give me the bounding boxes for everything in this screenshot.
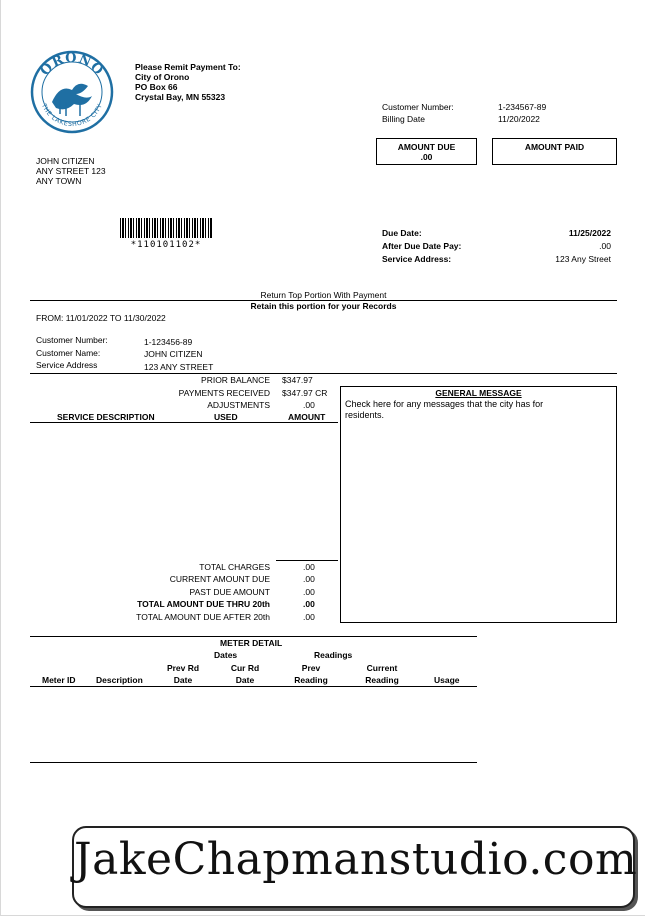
- adjustments-value: .00: [303, 400, 315, 410]
- past-due-amount-label: PAST DUE AMOUNT: [189, 587, 270, 597]
- col-usage: Usage: [434, 675, 460, 685]
- general-message-box: [340, 386, 617, 623]
- customer-number-label: Customer Number:: [382, 102, 454, 112]
- svg-text:ORONO: [38, 51, 107, 79]
- barcode-text: *110101102*: [130, 240, 202, 250]
- service-address-value: 123 Any Street: [555, 254, 611, 264]
- city-logo: [30, 50, 114, 134]
- after-due-value: .00: [599, 241, 611, 251]
- col-meter-id: Meter ID: [42, 675, 76, 685]
- total-due-after-label: TOTAL AMOUNT DUE AFTER 20th: [136, 612, 270, 622]
- amount-paid-label: AMOUNT PAID: [524, 142, 585, 152]
- total-charges-value: .00: [303, 562, 315, 572]
- adjustments-label: ADJUSTMENTS: [207, 400, 270, 410]
- billing-period: FROM: 11/01/2022 TO 11/30/2022: [36, 313, 166, 323]
- col-cur-rd-2: Date: [235, 675, 255, 685]
- service-address-label: Service Address:: [382, 254, 452, 264]
- addressee-block: [36, 156, 106, 186]
- account-number-value: 1-123456-89: [144, 337, 193, 347]
- general-message-title: GENERAL MESSAGE: [435, 388, 522, 398]
- account-name-value: JOHN CITIZEN: [144, 349, 203, 359]
- billing-date-value: 11/20/2022: [498, 114, 540, 124]
- remit-name: City of Orono: [135, 72, 190, 82]
- barcode-bars: [120, 218, 212, 238]
- payments-received-value: $347.97 CR: [282, 388, 328, 398]
- account-name-label: Customer Name:: [36, 348, 101, 358]
- account-number-label: Customer Number:: [36, 335, 108, 345]
- account-address-label: Service Address: [36, 360, 98, 370]
- meter-dates-label: Dates: [214, 650, 238, 660]
- col-prev-rd-2: Date: [173, 675, 193, 685]
- due-date-value: 11/25/2022: [568, 228, 611, 238]
- past-due-amount-value: .00: [303, 587, 315, 597]
- payments-received-label: PAYMENTS RECEIVED: [178, 388, 270, 398]
- customer-number-value: 1-234567-89: [498, 102, 547, 112]
- amount-due-box: [376, 138, 477, 165]
- due-date-label: Due Date:: [382, 228, 422, 238]
- meter-title: METER DETAIL: [220, 638, 283, 648]
- remit-box: PO Box 66: [135, 82, 178, 92]
- total-due-thru-label: TOTAL AMOUNT DUE THRU 20th: [137, 599, 270, 609]
- prior-balance-value: $347.97: [282, 375, 313, 385]
- amount-due-value: .00: [420, 152, 433, 162]
- account-divider: [30, 373, 617, 374]
- col-description: Description: [96, 675, 143, 685]
- addressee-street: ANY STREET 123: [36, 166, 106, 176]
- remit-heading: Please Remit Payment To:: [135, 62, 241, 72]
- retain-text: Retain this portion for your Records: [250, 301, 397, 311]
- remit-block: [135, 62, 241, 102]
- return-text: Return Top Portion With Payment: [260, 290, 387, 300]
- col-current-1: Current: [366, 663, 398, 673]
- meter-readings-label: Readings: [314, 650, 353, 660]
- after-due-label: After Due Date Pay:: [382, 241, 462, 251]
- prior-balance-label: PRIOR BALANCE: [201, 375, 270, 385]
- watermark-banner: [72, 826, 638, 908]
- logo-ring-text: THE LAKESHORE CITY: [39, 102, 105, 129]
- current-amount-due-label: CURRENT AMOUNT DUE: [169, 574, 270, 584]
- totals-rule: [276, 560, 338, 561]
- service-header-underline: [30, 422, 338, 423]
- col-prev-2: Reading: [294, 675, 328, 685]
- col-current-2: Reading: [365, 675, 399, 685]
- remit-city: Crystal Bay, MN 55323: [135, 92, 226, 102]
- total-due-after-value: .00: [303, 612, 315, 622]
- used-header: USED: [214, 412, 238, 422]
- service-description-header: SERVICE DESCRIPTION: [57, 412, 155, 422]
- col-prev-1: Prev: [301, 663, 321, 673]
- addressee-name: JOHN CITIZEN: [36, 156, 95, 166]
- meter-bottom-rule: [30, 762, 477, 763]
- addressee-town: ANY TOWN: [36, 176, 82, 186]
- meter-header-rule: [30, 686, 477, 687]
- col-prev-rd-1: Prev Rd: [166, 663, 200, 673]
- general-message-text: Check here for any messages that the city has for residents.: [345, 399, 544, 420]
- total-due-thru-value: .00: [303, 599, 315, 609]
- col-cur-rd-1: Cur Rd: [230, 663, 260, 673]
- billing-date-label: Billing Date: [382, 114, 425, 124]
- meter-top-rule: [30, 636, 477, 637]
- watermark-text: JakeChapmanstudio.com: [74, 834, 638, 885]
- total-charges-label: TOTAL CHARGES: [199, 562, 270, 572]
- current-amount-due-value: .00: [303, 574, 315, 584]
- logo-top-text: ORONO: [37, 50, 107, 79]
- account-address-value: 123 ANY STREET: [144, 362, 214, 372]
- amount-due-label: AMOUNT DUE: [397, 142, 456, 152]
- amount-header: AMOUNT: [288, 412, 326, 422]
- amount-paid-box[interactable]: [492, 138, 617, 165]
